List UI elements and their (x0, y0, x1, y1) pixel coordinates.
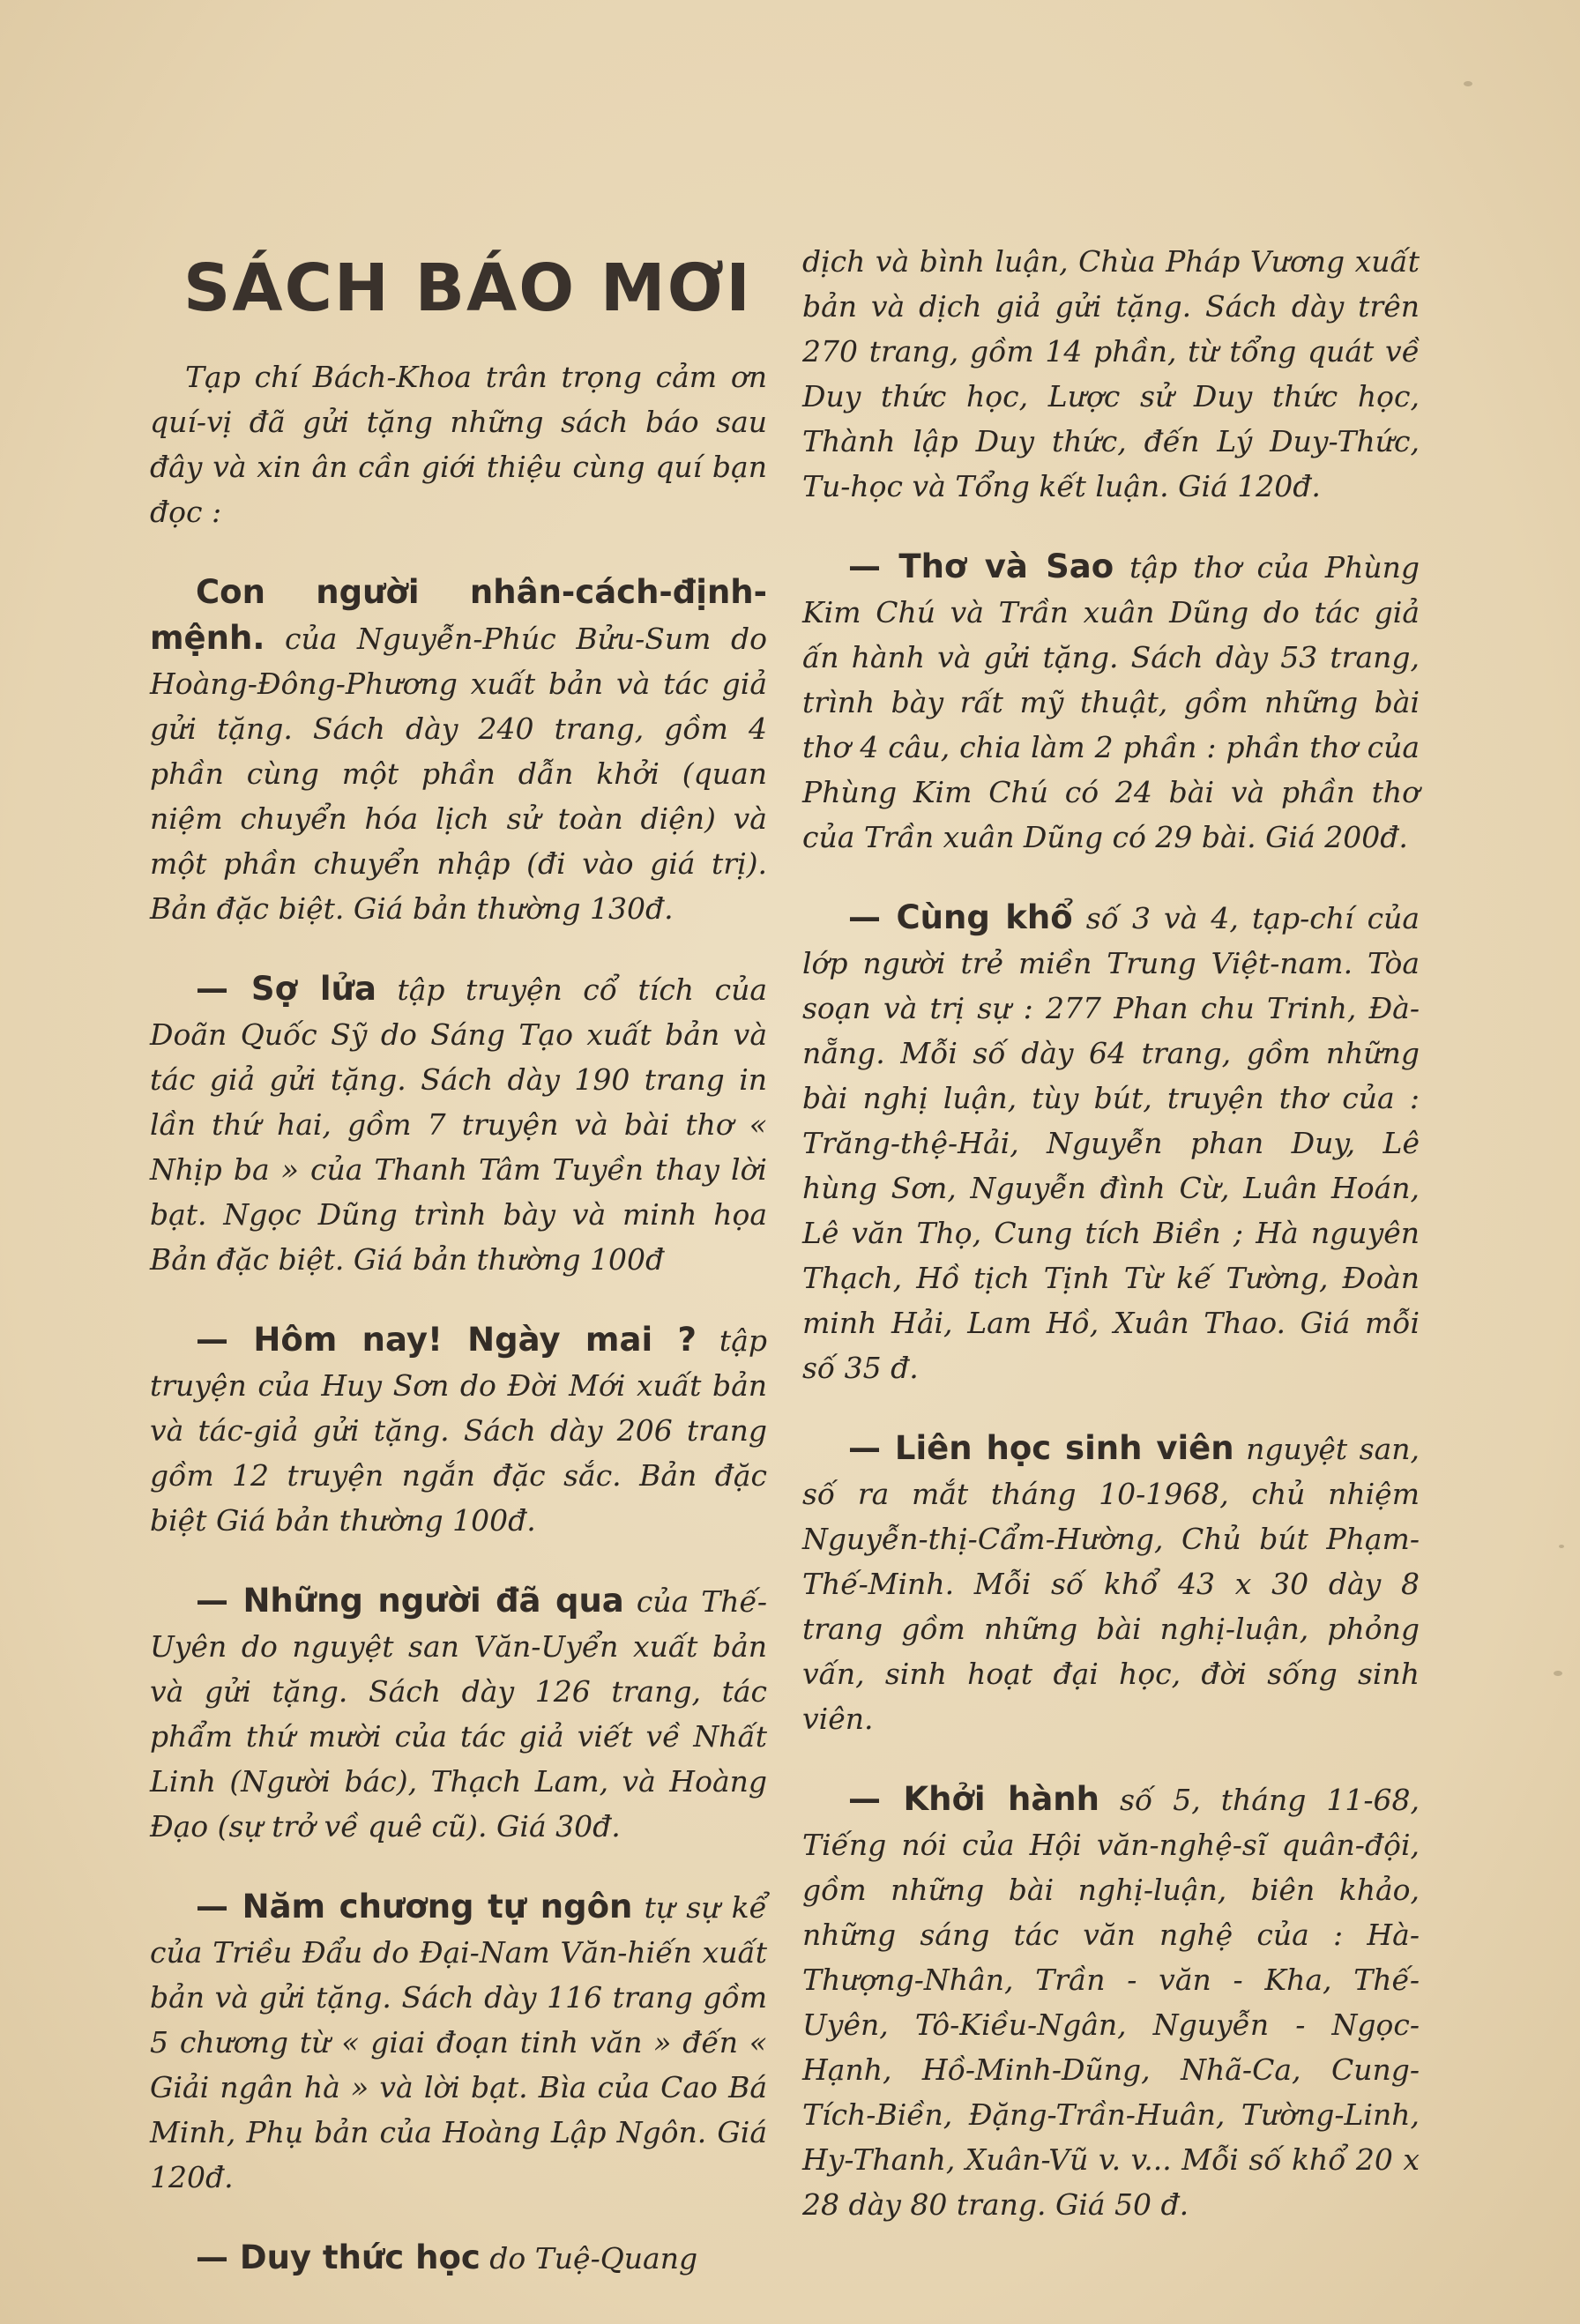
book-entry (802, 544, 1420, 860)
right-column (802, 238, 1420, 2227)
book-entry (150, 2235, 767, 2281)
left-column (150, 250, 768, 2281)
book-entry (802, 1777, 1420, 2227)
book-title: — Duy thức học (196, 2238, 481, 2276)
book-title: — Cùng khổ (848, 898, 1073, 936)
book-description: do Tuệ-Quang (480, 2241, 698, 2276)
book-description: của Thế-Uyên do nguyệt san Văn-Uyển xuất bản và gửi tặng. Sách dày 126 trang, tác phẩm thứ mười của tác giả viết về Nhất Linh (Người bác), Thạch Lam, và Hoàng Đạo (sự trở về quê cũ). Giá 30đ. (150, 1584, 767, 1844)
book-description: tập truyện của Huy Sơn do Đời Mới xuất bản và tác-giả gửi tặng. Sách dày 206 trang gồm 12 truyện ngắn đặc sắc. Bản đặc biệt Giá bản thường 100đ. (150, 1323, 767, 1538)
book-entry (150, 1317, 767, 1543)
book-entry (150, 966, 767, 1282)
book-description: tự sự kể của Triều Đẩu do Đại-Nam Văn-hiến xuất bản và gửi tặng. Sách dày 116 trang gồm 5 chương từ « giai đoạn tinh văn » đến « Giải ngân hà » và lời bạt. Bìa của Cao Bá Minh, Phụ bản của Hoàng Lập Ngôn. Giá 120đ. (150, 1890, 767, 2194)
book-title: — Thơ và Sao (848, 547, 1114, 585)
intro-paragraph: Tạp chí Bách-Khoa trân trọng cảm ơn quí-vị đã gửi tặng những sách báo sau đây và xin ân cần giới thiệu cùng quí bạn đọc : (150, 360, 767, 529)
book-description: của Nguyễn-Phúc Bửu-Sum do Hoàng-Đông-Phương xuất bản và tác giả gửi tặng. Sách dày 240 trang, gồm 4 phần cùng một phần dẫn khởi (quan niệm chuyển hóa lịch sử toàn diện) và một phần chuyển nhập (đi vào giá trị). Bản đặc biệt. Giá bản thường 130đ. (150, 622, 767, 926)
book-entry (150, 570, 767, 931)
paper-speck (1559, 1545, 1564, 1548)
paper-speck (1464, 81, 1472, 86)
book-title: — Sợ lửa (196, 970, 376, 1008)
book-title: — Liên học sinh viên (848, 1429, 1234, 1467)
page-title: SÁCH BÁO MƠI (183, 250, 752, 326)
book-title: — Năm chương tự ngôn (196, 1888, 633, 1925)
book-entry-continued (802, 238, 1420, 509)
book-entry (802, 895, 1420, 1390)
book-description: nguyệt san, số ra mắt tháng 10-1968, chủ nhiệm Nguyễn-thị-Cẩm-Hường, Chủ bút Phạm-Thế-Minh. Mỗi số khổ 43 x 30 dày 8 trang gồm những bài nghị-luận, phỏng vấn, sinh hoạt đại học, đời sống sinh viên. (802, 1432, 1420, 1736)
book-title: Con người nhân-cách-định-mệnh. (150, 573, 767, 657)
book-entry (150, 1884, 767, 2200)
book-entry (150, 1578, 767, 1849)
book-description: dịch và bình luận, Chùa Pháp Vương xuất bản và dịch giả gửi tặng. Sách dày trên 270 trang, gồm 14 phần, từ tổng quát về Duy thức học, Lược sử Duy thức học, Thành lập Duy thức, đến Lý Duy-Thức, Tu-học và Tổng kết luận. Giá 120đ. (802, 244, 1420, 503)
book-description: số 5, tháng 11-68, Tiếng nói của Hội văn-nghệ-sĩ quân-đội, gồm những bài nghị-luận, biên khảo, những sáng tác văn nghệ của : Hà-Thượng-Nhân, Trần - văn - Kha, Thế-Uyên, Tô-Kiều-Ngân, Nguyễn - Ngọc-Hạnh, Hồ-Minh-Dũng, Nhã-Ca, Cung-Tích-Biền, Đặng-Trần-Huân, Tường-Linh, Hy-Thanh, Xuân-Vũ v. v... Mỗi số khổ 20 x 28 dày 80 trang. Giá 50 đ. (802, 1783, 1420, 2222)
book-entry (802, 1426, 1420, 1741)
book-title: — Hôm nay! Ngày mai ? (196, 1321, 697, 1359)
book-description: tập thơ của Phùng Kim Chú và Trần xuân Dũng do tác giả ấn hành và gửi tặng. Sách dày 53 trang, trình bày rất mỹ thuật, gồm những bài thơ 4 câu, chia làm 2 phần : phần thơ của Phùng Kim Chú có 24 bài và phần thơ của Trần xuân Dũng có 29 bài. Giá 200đ. (802, 550, 1420, 854)
book-description: tập truyện cổ tích của Doãn Quốc Sỹ do Sáng Tạo xuất bản và tác giả gửi tặng. Sách dày 190 trang in lần thứ hai, gồm 7 truyện và bài thơ « Nhịp ba » của Thanh Tâm Tuyền thay lời bạt. Ngọc Dũng trình bày và minh họa Bản đặc biệt. Giá bản thường 100đ (150, 972, 768, 1277)
book-title: — Khởi hành (848, 1780, 1099, 1818)
book-description: số 3 và 4, tạp-chí của lớp người trẻ miền Trung Việt-nam. Tòa soạn và trị sự : 277 Phan chu Trinh, Đà-nẵng. Mỗi số dày 64 trang, gồm những bài nghị luận, tùy bút, truyện thơ của : Trăng-thệ-Hải, Nguyễn phan Duy, Lê hùng Sơn, Nguyễn đình Cừ, Luân Hoán, Lê văn Thọ, Cung tích Biền ; Hà nguyên Thạch, Hồ tịch Tịnh Từ kế Tường, Đoàn minh Hải, Lam Hồ, Xuân Thao. Giá mỗi số 35 đ. (802, 901, 1420, 1385)
book-title: — Những người đã qua (196, 1582, 624, 1620)
paper-speck (1554, 1671, 1562, 1676)
